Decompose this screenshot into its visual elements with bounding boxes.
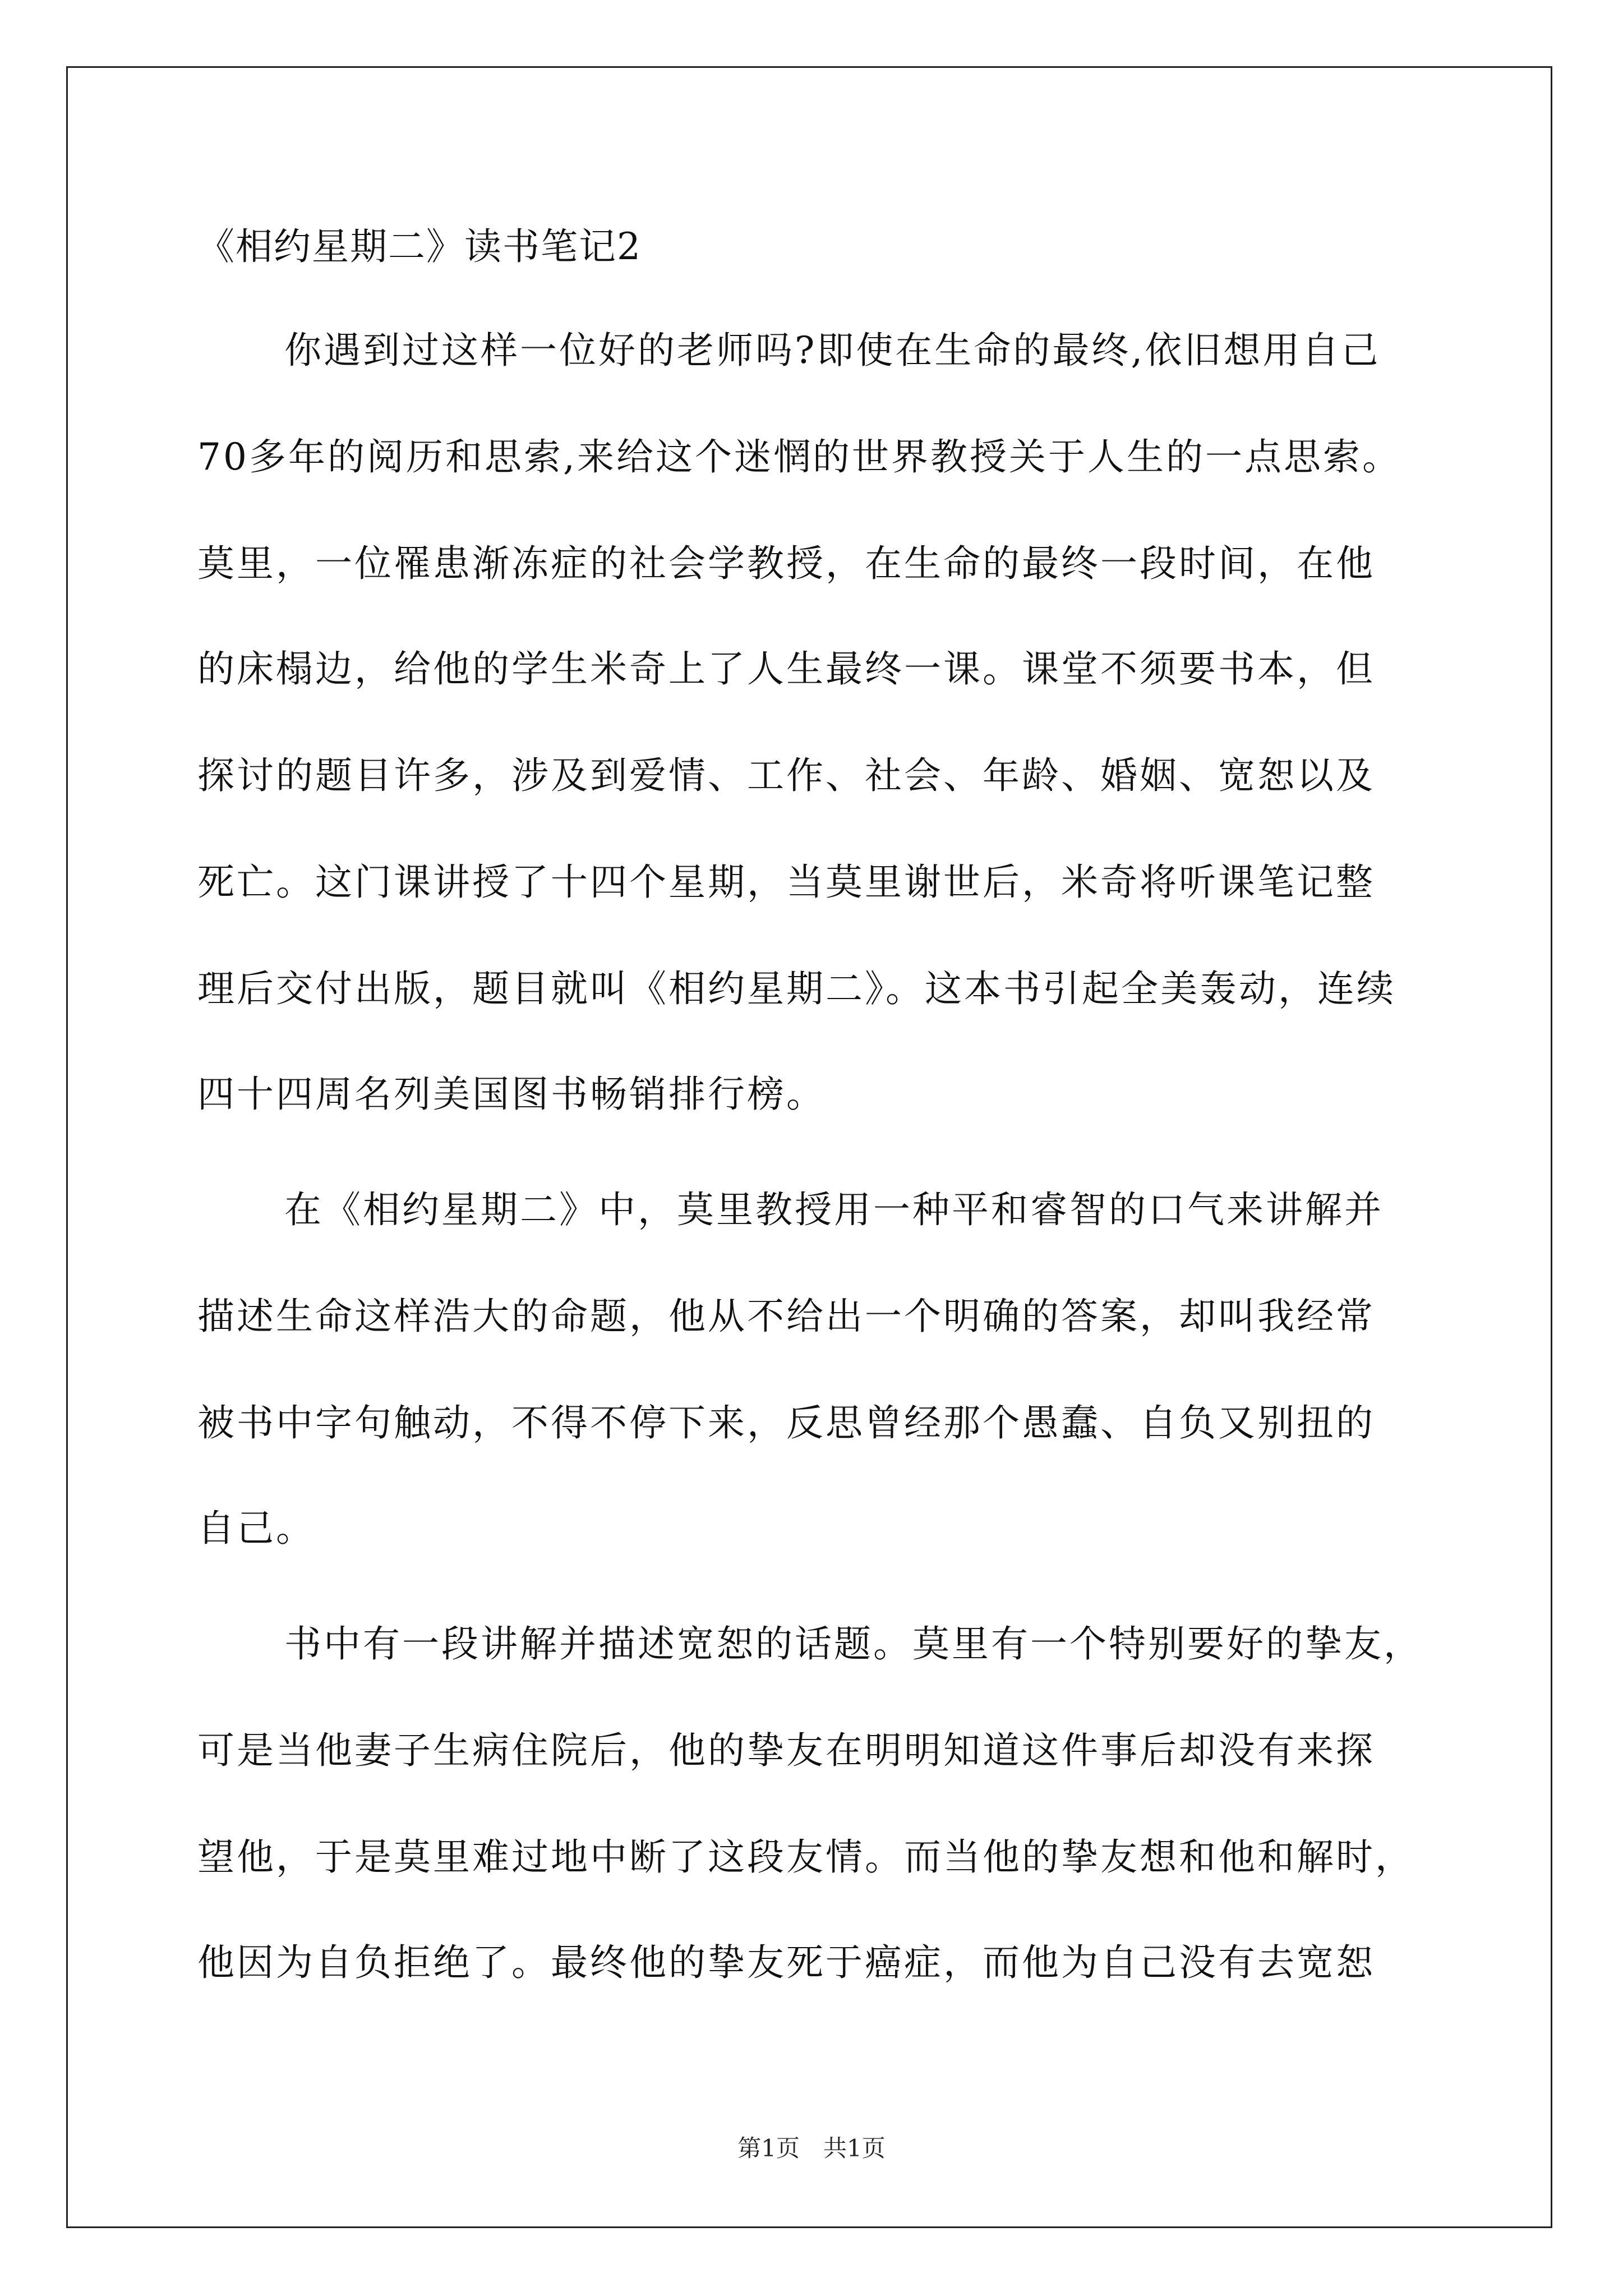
body-line-12: 自己。 [197,1507,315,1550]
body-line-4: 的床榻边，给他的学生米奇上了人生最终一课。课堂不须要书本，但 [197,647,1375,691]
body-line-10: 描述生命这样浩大的命题，他从不给出一个明确的答案，却叫我经常 [197,1295,1375,1338]
body-line-14: 可是当他妻子生病住院后，他的挚友在明明知道这件事后却没有来探 [197,1729,1375,1772]
body-line-7: 理后交付出版，题目就叫《相约星期二》。这本书引起全美轰动，连续 [197,967,1396,1010]
page-border [66,66,1552,2228]
body-line-9: 在《相约星期二》中，莫里教授用一种平和睿智的口气来讲解并 [284,1188,1384,1231]
body-line-5: 探讨的题目许多，涉及到爱情、工作、社会、年龄、婚姻、宽恕以及 [197,754,1375,797]
body-line-15: 望他，于是莫里难过地中断了这段友情。而当他的挚友想和他和解时， [197,1835,1414,1879]
body-line-1: 你遇到过这样一位好的老师吗?即使在生命的最终,依旧想用自己 [284,329,1381,372]
document-title: 《相约星期二》读书笔记2 [197,225,642,268]
body-line-13: 书中有一段讲解并描述宽恕的话题。莫里有一个特别要好的挚友， [284,1622,1423,1665]
body-line-6: 死亡。这门课讲授了十四个星期，当莫里谢世后，米奇将听课笔记整 [197,861,1375,904]
page-footer: 第1页 共1页 [737,2134,886,2162]
body-line-2: 70多年的阅历和思索,来给这个迷惘的世界教授关于人生的一点思索。 [197,435,1401,478]
body-line-11: 被书中字句触动，不得不停下来，反思曾经那个愚蠢、自负又别扭的 [197,1401,1375,1444]
body-line-3: 莫里，一位罹患渐冻症的社会学教授，在生命的最终一段时间，在他 [197,542,1375,585]
body-line-16: 他因为自负拒绝了。最终他的挚友死于癌症，而他为自己没有去宽恕 [197,1941,1375,1984]
body-line-8: 四十四周名列美国图书畅销排行榜。 [197,1073,826,1116]
